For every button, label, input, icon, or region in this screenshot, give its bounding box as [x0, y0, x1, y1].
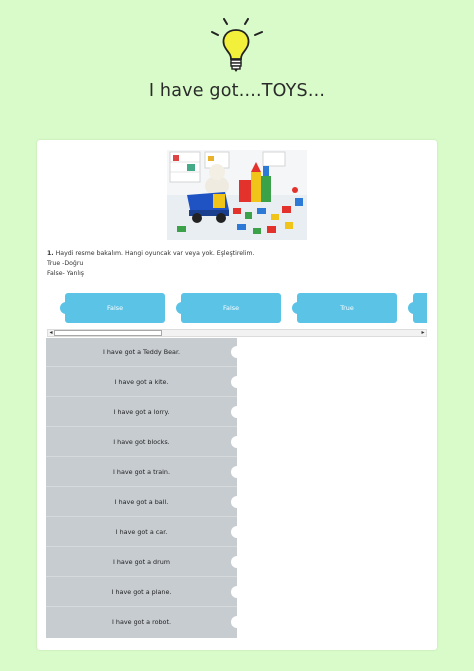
sentence-slot[interactable]: [46, 608, 237, 637]
answer-tile-label: False: [222, 304, 240, 312]
answer-tile[interactable]: [65, 293, 165, 323]
page-title: I have got....TOYS...: [148, 81, 326, 101]
drop-target[interactable]: [231, 376, 243, 388]
answer-tile-partial[interactable]: [413, 293, 427, 323]
sentence-slot[interactable]: [46, 488, 237, 517]
scrollbar-thumb[interactable]: [54, 330, 162, 336]
sentence-slot[interactable]: [46, 458, 237, 487]
sentence-slot[interactable]: [46, 398, 237, 427]
sentence-slot[interactable]: [46, 428, 237, 457]
instructions-text: Haydi resme bakalım. Hangi oyuncak var veya yok. Eşleştirelim.: [55, 250, 255, 257]
drop-target[interactable]: [231, 526, 243, 538]
sentence-slot[interactable]: [46, 368, 237, 397]
sentence-slot[interactable]: [46, 518, 237, 547]
answer-tile[interactable]: [181, 293, 281, 323]
sentence-text: I have got a lorry.: [113, 408, 170, 416]
sentence-text: I have got a drum: [112, 558, 171, 566]
sentence-text: I have got a car.: [115, 528, 168, 536]
sentence-text: I have got a kite.: [114, 378, 169, 386]
drop-target[interactable]: [231, 466, 243, 478]
drop-target[interactable]: [231, 616, 243, 628]
answer-tile-strip[interactable]: [47, 288, 427, 328]
drop-target[interactable]: [231, 436, 243, 448]
sentence-text: I have got a plane.: [111, 588, 172, 596]
sentence-slot[interactable]: [46, 338, 237, 367]
sentence-text: I have got a ball.: [114, 498, 169, 506]
answer-tile[interactable]: [297, 293, 397, 323]
toys-photo: [167, 150, 307, 240]
worksheet-card: [37, 140, 437, 650]
horizontal-scrollbar[interactable]: [47, 329, 427, 337]
sentence-slot[interactable]: [46, 548, 237, 577]
sentence-slot[interactable]: [46, 578, 237, 607]
drop-target[interactable]: [231, 556, 243, 568]
sentence-text: I have got a Teddy Bear.: [102, 348, 181, 356]
arrow-left-icon[interactable]: ◂: [49, 329, 53, 336]
answer-tile-label: False: [106, 304, 124, 312]
sentence-text: I have got a robot.: [112, 618, 171, 626]
instructions-false-line: False- Yanlış: [47, 270, 85, 277]
sentence-text: I have got blocks.: [113, 438, 170, 446]
drop-target[interactable]: [231, 346, 243, 358]
arrow-right-icon[interactable]: ▸: [421, 329, 425, 336]
lightbulb-icon: [207, 18, 267, 78]
instructions-number: 1.: [47, 250, 54, 257]
instructions: [47, 249, 427, 279]
drop-target[interactable]: [231, 586, 243, 598]
answer-tile-label: True: [340, 304, 354, 312]
sentence-text: I have got a train.: [113, 468, 170, 476]
drop-target[interactable]: [231, 406, 243, 418]
sentence-column: [46, 338, 237, 638]
instructions-true-line: True -Doğru: [47, 260, 84, 267]
drop-target[interactable]: [231, 496, 243, 508]
